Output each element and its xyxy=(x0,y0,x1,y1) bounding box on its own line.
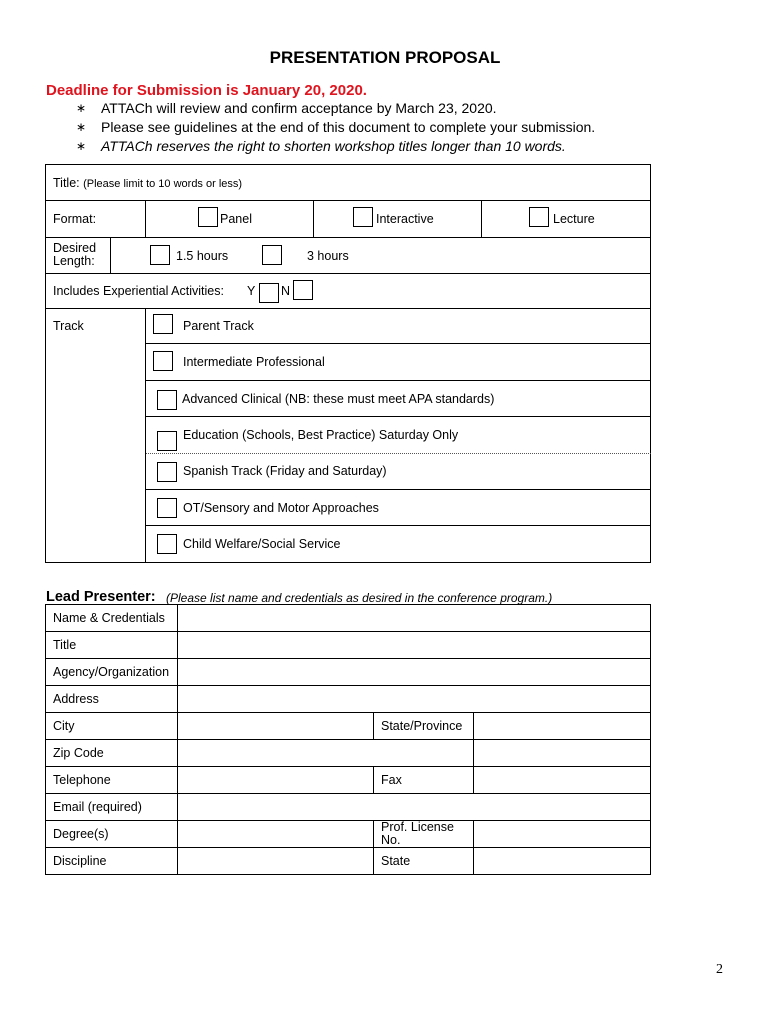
track-advanced-checkbox[interactable] xyxy=(157,390,177,410)
discipline-field[interactable] xyxy=(178,848,374,875)
track-education-checkbox[interactable] xyxy=(157,431,177,451)
bullet-marker: ∗ xyxy=(76,101,87,115)
telephone-field[interactable] xyxy=(178,767,374,794)
page-number: 2 xyxy=(716,962,723,977)
bullet-marker: ∗ xyxy=(76,120,87,134)
format-interactive-checkbox[interactable] xyxy=(353,207,373,227)
divider xyxy=(650,164,651,563)
lead-presenter-heading: Lead Presenter: xyxy=(46,589,156,605)
license-field[interactable] xyxy=(474,821,651,848)
table-row xyxy=(46,713,651,740)
agency-label: Agency/Organization xyxy=(46,659,178,686)
divider xyxy=(313,200,314,237)
deadline-notice: Deadline for Submission is January 20, 2020. xyxy=(46,82,367,99)
length-label-line: Desired xyxy=(53,241,97,255)
divider xyxy=(145,525,651,526)
table-row xyxy=(46,794,651,821)
table-row xyxy=(46,605,651,632)
length-3-label: 3 hours xyxy=(307,249,349,263)
track-child-welfare-label: Child Welfare/Social Service xyxy=(183,537,341,551)
track-spanish-label: Spanish Track (Friday and Saturday) xyxy=(183,464,387,478)
experiential-no-checkbox[interactable] xyxy=(293,280,313,300)
discipline-label: Discipline xyxy=(46,848,178,875)
bullet-text: ATTACh reserves the right to shorten workshop titles longer than 10 words. xyxy=(101,138,566,154)
state-field[interactable] xyxy=(474,848,651,875)
divider xyxy=(145,453,651,454)
bullet-text: Please see guidelines at the end of this document to complete your submission. xyxy=(101,119,596,135)
format-label: Format: xyxy=(53,212,97,226)
table-row xyxy=(46,740,651,767)
divider xyxy=(481,200,482,237)
zip-extra-field[interactable] xyxy=(474,740,651,767)
experiential-yes-label: Y xyxy=(247,284,256,298)
table-row xyxy=(46,821,651,848)
track-label: Track xyxy=(53,319,84,333)
bullet-marker: ∗ xyxy=(76,139,87,153)
name-label: Name & Credentials xyxy=(46,605,178,632)
divider xyxy=(145,489,651,490)
format-lecture-label: Lecture xyxy=(553,212,595,226)
format-lecture-checkbox[interactable] xyxy=(529,207,549,227)
experiential-yes-checkbox[interactable] xyxy=(259,283,279,303)
track-intermediate-label: Intermediate Professional xyxy=(183,355,325,369)
fax-label: Fax xyxy=(374,767,474,794)
length-1-5-checkbox[interactable] xyxy=(150,245,170,265)
degrees-label: Degree(s) xyxy=(46,821,178,848)
page-title: PRESENTATION PROPOSAL xyxy=(269,48,501,67)
city-field[interactable] xyxy=(178,713,374,740)
zip-field[interactable] xyxy=(178,740,474,767)
table-row xyxy=(46,767,651,794)
track-parent-checkbox[interactable] xyxy=(153,314,173,334)
divider xyxy=(45,308,651,309)
fax-field[interactable] xyxy=(474,767,651,794)
length-1-5-label: 1.5 hours xyxy=(176,249,229,263)
divider xyxy=(145,343,651,344)
format-interactive-label: Interactive xyxy=(376,212,434,226)
table-row xyxy=(46,659,651,686)
lead-presenter-note: (Please list name and credentials as desired in the conference program.) xyxy=(166,591,553,605)
track-education-label: Education (Schools, Best Practice) Saturday Only xyxy=(183,428,459,442)
experiential-label: Includes Experiential Activities: xyxy=(53,284,224,298)
title-field-label: Title xyxy=(46,632,178,659)
track-child-welfare-checkbox[interactable] xyxy=(157,534,177,554)
track-parent-label: Parent Track xyxy=(183,319,254,333)
divider xyxy=(45,273,651,274)
track-ot-checkbox[interactable] xyxy=(157,498,177,518)
track-advanced-label: Advanced Clinical (NB: these must meet APA standards) xyxy=(182,392,495,406)
address-field[interactable] xyxy=(178,686,651,713)
name-field[interactable] xyxy=(178,605,651,632)
email-label: Email (required) xyxy=(46,794,178,821)
table-row xyxy=(46,848,651,875)
experiential-no-label: N xyxy=(281,284,291,298)
email-field[interactable] xyxy=(178,794,651,821)
format-panel-label: Panel xyxy=(220,212,252,226)
title-field[interactable] xyxy=(178,632,651,659)
state-province-label: State/Province xyxy=(374,713,474,740)
address-label: Address xyxy=(46,686,178,713)
title-label xyxy=(53,176,242,190)
bullet-text: ATTACh will review and confirm acceptance by March 23, 2020. xyxy=(101,100,497,116)
degrees-field[interactable] xyxy=(178,821,374,848)
city-label: City xyxy=(46,713,178,740)
table-row xyxy=(46,632,651,659)
zip-label: Zip Code xyxy=(46,740,178,767)
length-3-checkbox[interactable] xyxy=(262,245,282,265)
divider xyxy=(45,237,651,238)
state-label: State xyxy=(374,848,474,875)
divider xyxy=(45,562,651,563)
divider xyxy=(145,200,146,237)
state-province-field[interactable] xyxy=(474,713,651,740)
divider xyxy=(145,380,651,381)
divider xyxy=(145,308,146,563)
divider xyxy=(45,164,651,165)
divider xyxy=(110,237,111,273)
track-ot-label: OT/Sensory and Motor Approaches xyxy=(183,501,379,515)
agency-field[interactable] xyxy=(178,659,651,686)
title-note: (Please limit to 10 words or less) xyxy=(83,178,243,190)
track-intermediate-checkbox[interactable] xyxy=(153,351,173,371)
table-row xyxy=(46,686,651,713)
divider xyxy=(45,164,46,563)
length-label xyxy=(53,242,96,268)
track-spanish-checkbox[interactable] xyxy=(157,462,177,482)
title-label-text: Title: xyxy=(53,176,80,190)
divider xyxy=(45,200,651,201)
divider xyxy=(145,416,651,417)
format-panel-checkbox[interactable] xyxy=(198,207,218,227)
license-label: Prof. License No. xyxy=(374,821,474,848)
telephone-label: Telephone xyxy=(46,767,178,794)
lead-presenter-table xyxy=(45,604,651,875)
length-label-line: Length: xyxy=(53,254,95,268)
